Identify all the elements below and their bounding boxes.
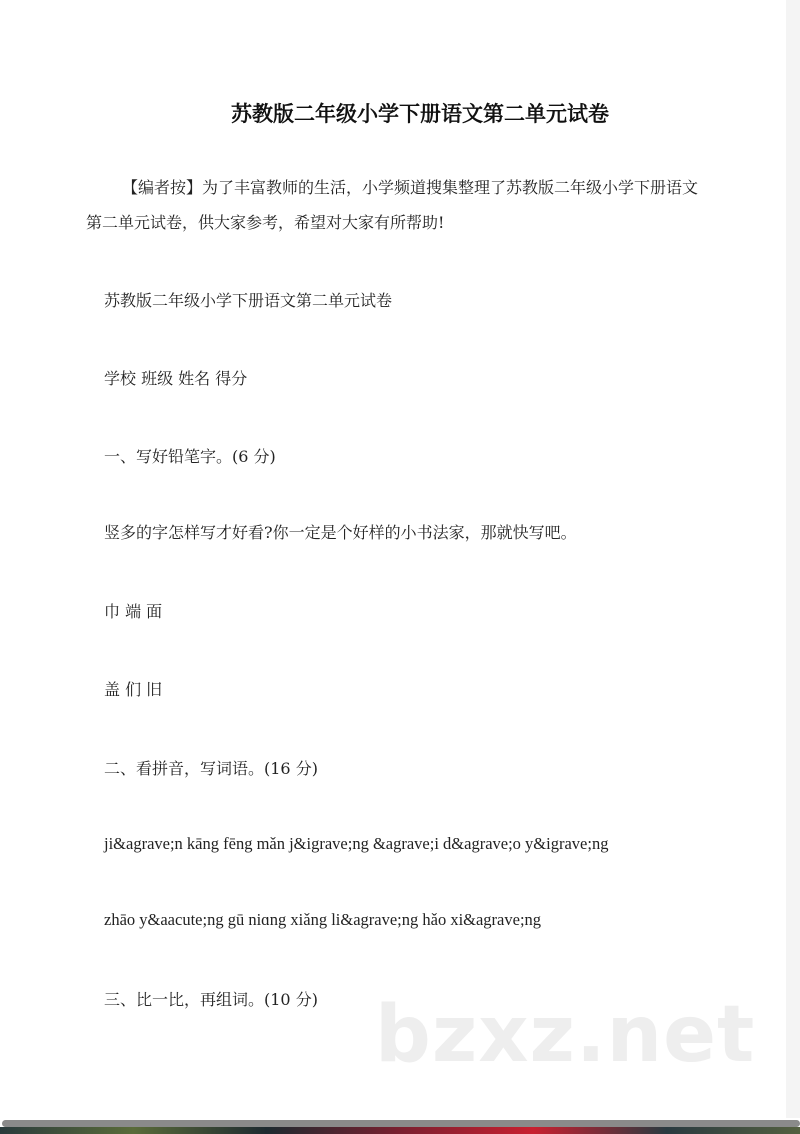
section-1-instruction: 竖多的字怎样写才好看?你一定是个好样的小书法家，那就快写吧。	[104, 523, 577, 542]
document-title: 苏教版二年级小学下册语文第二单元试卷	[231, 102, 609, 126]
section-3-heading: 三、比一比，再组词。(10 分)	[104, 990, 318, 1009]
horizontal-scrollbar[interactable]	[2, 1120, 800, 1127]
section-2-heading: 二、看拼音，写词语。(16 分)	[104, 759, 318, 778]
pinyin-row-2: zhāo y&aacute;ng gū niɑng xiǎng li&agrave;ng hǎo xi&agrave;ng	[104, 910, 542, 929]
characters-row-1: 巾 端 面	[104, 602, 163, 621]
section-1-heading: 一、写好铅笔字。(6 分)	[104, 447, 276, 466]
subtitle: 苏教版二年级小学下册语文第二单元试卷	[104, 291, 393, 310]
page-edge	[786, 0, 800, 1118]
pinyin-row-1: ji&agrave;n kāng fēng mǎn j&igrave;ng &agrave;i d&agrave;o y&igrave;ng	[104, 834, 609, 853]
editor-note: 【编者按】为了丰富教师的生活，小学频道搜集整理了苏教版二年级小学下册语文第二单元试卷，供大家参考，希望对大家有所帮助!	[86, 178, 699, 232]
background-strip	[0, 1127, 800, 1134]
watermark: bzxz.net	[375, 990, 756, 1080]
characters-row-2: 盖 们 旧	[104, 680, 163, 699]
student-info-line: 学校 班级 姓名 得分	[104, 369, 248, 388]
